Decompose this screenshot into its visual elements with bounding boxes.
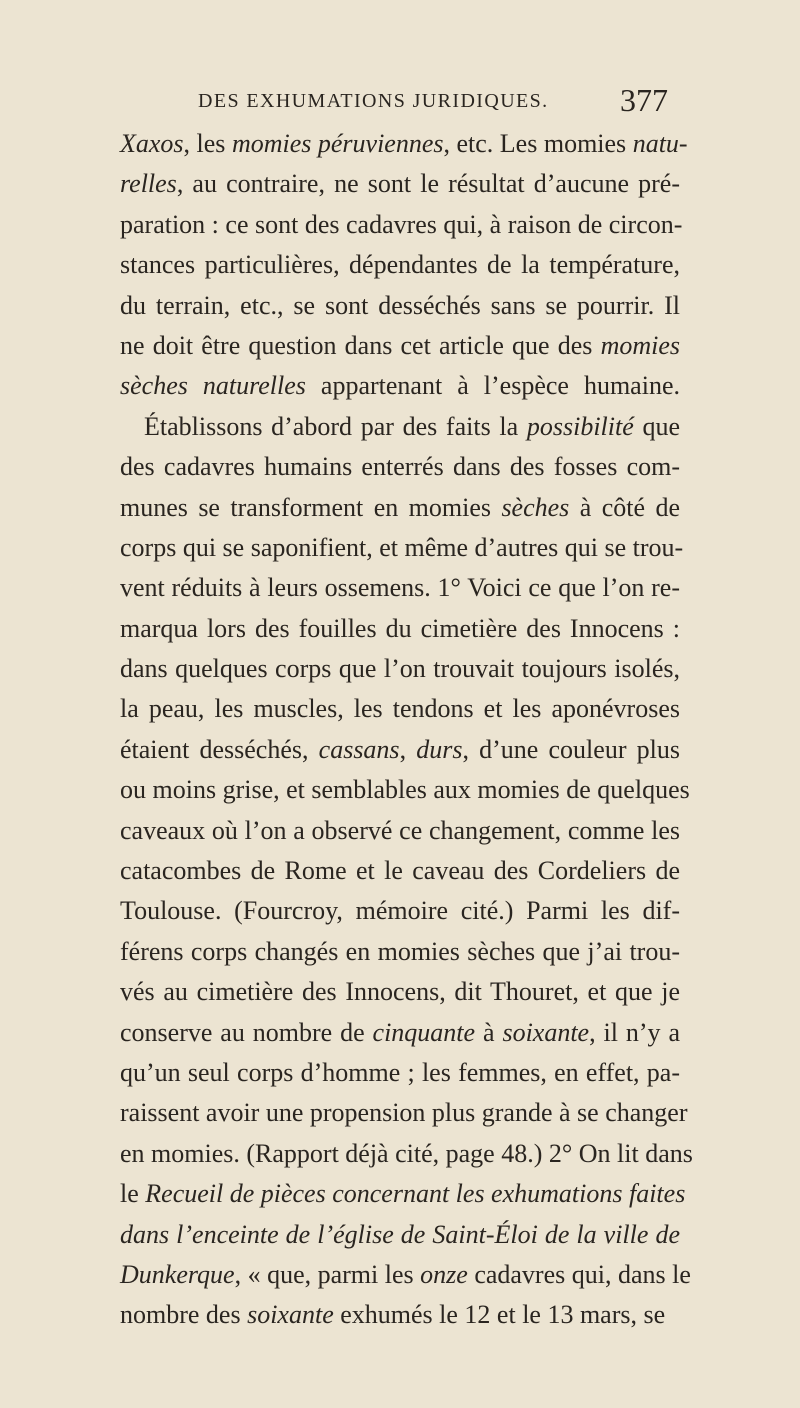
text-segment: cadavres qui, dans le [467,1259,691,1289]
text-segment: corps qui se saponifient, et même d’autres qui se trou- [120,532,684,562]
text-segment: nombre des [120,1300,248,1330]
text-line [120,649,680,689]
text-line [120,568,680,608]
text-segment: la peau, les muscles, les tendons et les aponévroses [120,694,680,724]
text-segment: en momies. (Rapport déjà cité, page 48.) 2° On lit dans [120,1138,693,1168]
text-segment: vés au cimetière des Innocens, dit Thouret, et que je [120,977,680,1007]
text-line [120,689,680,729]
text-segment: , etc. Les momies [443,129,633,158]
text-line [120,1255,691,1295]
text-segment: dans quelques corps que l’on trouvait toujours isolés, [120,654,680,684]
text-line [120,286,680,326]
italic-segment: momies péruviennes [231,129,444,158]
italic-segment: Recueil de pièces concernant les exhumations faites [145,1179,686,1209]
text-line [120,811,680,851]
text-segment: ne doit être question dans cet article que des [120,330,601,360]
text-line [120,245,680,285]
text-line [120,851,680,891]
italic-segment: natu- [632,129,688,158]
text-line [120,730,680,770]
text-line [120,1174,686,1214]
text-segment: qu’un seul corps d’homme ; les femmes, en effet, pa- [120,1057,680,1087]
text-line [120,528,684,568]
text-line [120,205,683,245]
italic-segment: soixante [247,1300,334,1330]
text-segment: à côté de [569,492,680,522]
running-head: DES EXHUMATIONS JURIDIQUES. [198,90,549,112]
italic-segment: Xaxos [120,129,184,158]
italic-segment: momies [600,330,680,360]
text-line [120,932,680,972]
text-line [120,891,680,931]
text-segment: , les [183,129,232,158]
text-line [120,972,680,1012]
text-segment: vent réduits à leurs ossemens. 1° Voici ce que l’on re- [120,573,680,603]
text-segment: Toulouse. (Fourcroy, mémoire cité.) Parmi les dif- [120,896,680,926]
page-number: 377 [620,82,668,118]
text-line [120,609,680,649]
italic-segment: durs [416,734,463,764]
italic-segment: soixante [502,1017,590,1047]
text-segment: que [633,411,680,441]
italic-segment: cinquante [372,1017,476,1047]
text-line [120,164,680,204]
text-segment: marqua lors des fouilles du cimetière des Innocens : [120,613,680,643]
text-segment: , il n’y a [589,1017,680,1047]
text-line [120,770,690,810]
text-segment: des cadavres humains enterrés dans des fosses com- [120,452,680,482]
text-line [120,326,680,366]
text-line [120,1013,680,1053]
text-segment: raissent avoir une propension plus grande à se changer [120,1098,688,1128]
text-segment: , d’une couleur plus [462,734,680,764]
text-line [120,488,680,528]
text-segment: , au contraire, ne sont le résultat d’aucune pré- [176,169,680,199]
text-segment: stances particulières, dépendantes de la température, [120,250,680,280]
text-segment: à [475,1017,503,1047]
text-line [120,1134,693,1174]
italic-segment: sèches naturelles [120,371,306,401]
text-line [120,124,688,164]
text-line [120,1295,680,1335]
body-text [120,124,693,1336]
page-header [0,82,800,122]
italic-segment: cassans [318,734,400,764]
text-line [120,1215,680,1255]
text-segment: , [399,734,417,764]
text-segment: Établissons d’abord par des faits la [144,411,527,441]
text-segment: catacombes de Rome et le caveau des Cordeliers de [120,856,680,886]
text-line [120,1053,680,1093]
text-segment: exhumés le 12 et le 13 mars, se [333,1300,666,1330]
text-segment: paration : ce sont des cadavres qui, à raison de circon- [120,209,683,239]
text-segment: munes se transforment en momies [120,492,502,522]
italic-segment: sèches [501,492,570,522]
text-segment: ou moins grise, et semblables aux momies de quelques [120,775,690,805]
text-segment: , « que, parmi les [234,1259,421,1289]
italic-segment: onze [420,1259,468,1289]
text-segment: caveaux où l’on a observé ce changement, comme les [120,815,680,845]
italic-segment: dans l’enceinte de l’église de Saint-Éloi de la ville de [120,1219,680,1249]
text-line [120,407,680,447]
text-segment: appartenant à l’espèce humaine. [305,371,680,401]
italic-segment: possibilité [526,411,634,441]
text-segment: conserve au nombre de [120,1017,373,1047]
italic-segment: relles [120,169,177,199]
italic-segment: Dunkerque [120,1259,235,1289]
text-segment: étaient desséchés, [120,734,319,764]
text-line [120,1093,688,1133]
text-segment: du terrain, etc., se sont desséchés sans se pourrir. Il [120,290,680,320]
text-line [120,366,680,406]
text-line [120,447,680,487]
text-segment: férens corps changés en momies sèches que j’ai trou- [120,936,680,966]
text-segment: le [120,1179,146,1209]
